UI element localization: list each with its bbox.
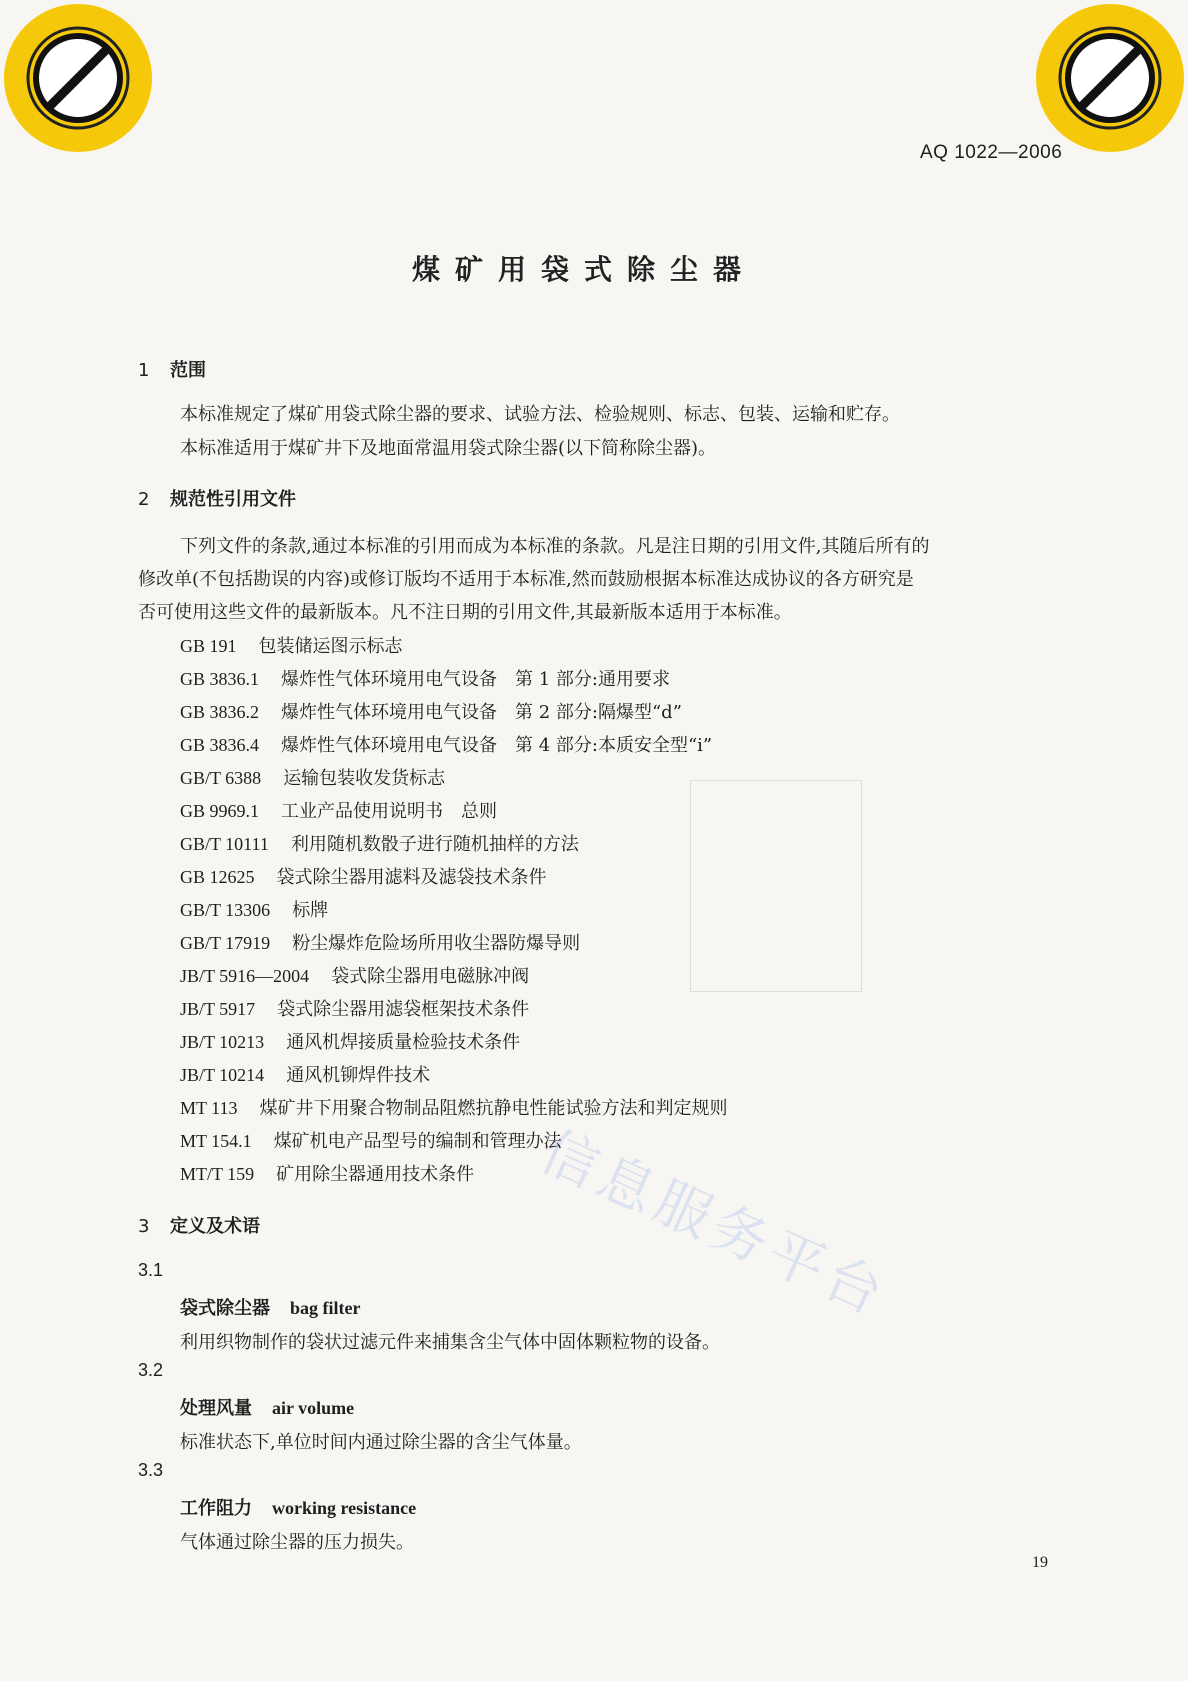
watermark: 信息服务平台 (531, 1118, 898, 1330)
reference-code: GB/T 10111 (180, 834, 269, 854)
reference-title: 利用随机数骰子进行随机抽样的方法 (290, 834, 579, 855)
section-number: 1 (138, 360, 150, 381)
reference-code: GB/T 17919 (180, 933, 271, 953)
definition-description: 标准状态下,单位时间内通过除尘器的含尘气体量。 (180, 1432, 582, 1453)
reference-code: GB 3836.1 (180, 669, 260, 689)
standard-code: AQ 1022—2006 (920, 142, 1063, 163)
stamp-graphic-icon (1036, 4, 1184, 152)
reference-item (180, 1028, 728, 1061)
definition-term (180, 1294, 360, 1320)
reference-title: 运输包装收发货标志 (283, 768, 446, 789)
reference-item (180, 830, 728, 863)
reference-title: 煤矿井下用聚合物制品阻燃抗静电性能试验方法和判定规则 (259, 1098, 728, 1119)
reference-item (180, 632, 728, 665)
term-english: bag filter (290, 1298, 361, 1318)
reference-code: MT 113 (180, 1098, 238, 1118)
reference-item (180, 1127, 728, 1160)
reference-item (180, 665, 728, 698)
reference-title: 标牌 (292, 900, 329, 921)
reference-code: JB/T 10214 (180, 1065, 265, 1085)
definition-number: 3.3 (138, 1460, 164, 1480)
definition-term (180, 1394, 354, 1420)
reference-title: 包装储运图示标志 (258, 636, 403, 657)
reference-item (180, 962, 728, 995)
reference-item (180, 731, 728, 764)
reference-item (180, 1094, 728, 1127)
normative-paragraph-line: 否可使用这些文件的最新版本。凡不注日期的引用文件,其最新版本适用于本标准。 (138, 602, 792, 623)
reference-code: JB/T 5916—2004 (180, 966, 310, 986)
section-2-heading (138, 485, 296, 511)
section-title: 规范性引用文件 (170, 489, 296, 510)
reference-code: GB 12625 (180, 867, 255, 887)
reference-code: JB/T 10213 (180, 1032, 265, 1052)
reference-list (180, 632, 728, 1193)
reference-item (180, 1160, 728, 1193)
document-title: 煤矿用袋式除尘器 (412, 253, 757, 286)
stamp-graphic-icon (4, 4, 152, 152)
pdf-xchange-stamp-left[interactable] (4, 4, 152, 152)
reference-code: GB 191 (180, 636, 237, 656)
reference-code: MT/T 159 (180, 1164, 255, 1184)
reference-title: 通风机铆焊件技术 (286, 1065, 431, 1086)
reference-title: 袋式除尘器用电磁脉冲阀 (331, 966, 530, 987)
definition-number: 3.2 (138, 1360, 164, 1380)
pdf-xchange-stamp-right[interactable] (1036, 4, 1184, 152)
reference-title: 粉尘爆炸危险场所用收尘器防爆导则 (292, 933, 581, 954)
reference-code: GB/T 13306 (180, 900, 271, 920)
reference-code: GB 3836.2 (180, 702, 260, 722)
term-chinese: 工作阻力 (180, 1498, 252, 1519)
reference-item (180, 995, 728, 1028)
term-chinese: 处理风量 (180, 1398, 252, 1419)
definition-number: 3.1 (138, 1260, 164, 1280)
normative-paragraph-line: 下列文件的条款,通过本标准的引用而成为本标准的条款。凡是注日期的引用文件,其随后所有的 (180, 536, 930, 557)
definition-term (180, 1494, 416, 1520)
section-number: 3 (138, 1216, 150, 1237)
page-number: 19 (1032, 1554, 1048, 1571)
definition-description: 气体通过除尘器的压力损失。 (180, 1532, 414, 1553)
reference-title: 矿用除尘器通用技术条件 (276, 1164, 475, 1185)
reference-code: GB 3836.4 (180, 735, 260, 755)
reference-title: 爆炸性气体环境用电气设备 第 2 部分:隔爆型“d” (281, 702, 682, 723)
reference-title: 爆炸性气体环境用电气设备 第 4 部分:本质安全型“i” (281, 735, 713, 756)
reference-title: 爆炸性气体环境用电气设备 第 1 部分:通用要求 (281, 669, 670, 690)
term-chinese: 袋式除尘器 (180, 1298, 270, 1319)
reference-code: GB/T 6388 (180, 768, 262, 788)
reference-title: 袋式除尘器用滤袋框架技术条件 (277, 999, 530, 1020)
reference-title: 工业产品使用说明书 总则 (281, 801, 498, 822)
section-3-heading (138, 1212, 260, 1238)
reference-title: 通风机焊接质量检验技术条件 (286, 1032, 521, 1053)
section-1-heading (138, 356, 206, 382)
reference-code: JB/T 5917 (180, 999, 256, 1019)
term-english: working resistance (272, 1498, 417, 1518)
section-title: 范围 (170, 360, 206, 381)
reference-code: MT 154.1 (180, 1131, 252, 1151)
section-title: 定义及术语 (170, 1216, 260, 1237)
reference-title: 煤矿机电产品型号的编制和管理办法 (273, 1131, 562, 1152)
scope-paragraph-1: 本标准规定了煤矿用袋式除尘器的要求、试验方法、检验规则、标志、包装、运输和贮存。 (180, 404, 900, 425)
term-english: air volume (272, 1398, 355, 1418)
reference-item (180, 1061, 728, 1094)
reference-item (180, 797, 728, 830)
section-number: 2 (138, 489, 150, 510)
reference-title: 袋式除尘器用滤料及滤袋技术条件 (276, 867, 547, 888)
scope-paragraph-2: 本标准适用于煤矿井下及地面常温用袋式除尘器(以下简称除尘器)。 (180, 438, 717, 459)
reference-item (180, 863, 728, 896)
reference-item (180, 896, 728, 929)
reference-item (180, 764, 728, 797)
definition-description: 利用织物制作的袋状过滤元件来捕集含尘气体中固体颗粒物的设备。 (180, 1332, 720, 1353)
reference-item (180, 929, 728, 962)
reference-item (180, 698, 728, 731)
reference-code: GB 9969.1 (180, 801, 260, 821)
normative-paragraph-line: 修改单(不包括勘误的内容)或修订版均不适用于本标准,然而鼓励根据本标准达成协议的各方研究是 (138, 569, 914, 590)
